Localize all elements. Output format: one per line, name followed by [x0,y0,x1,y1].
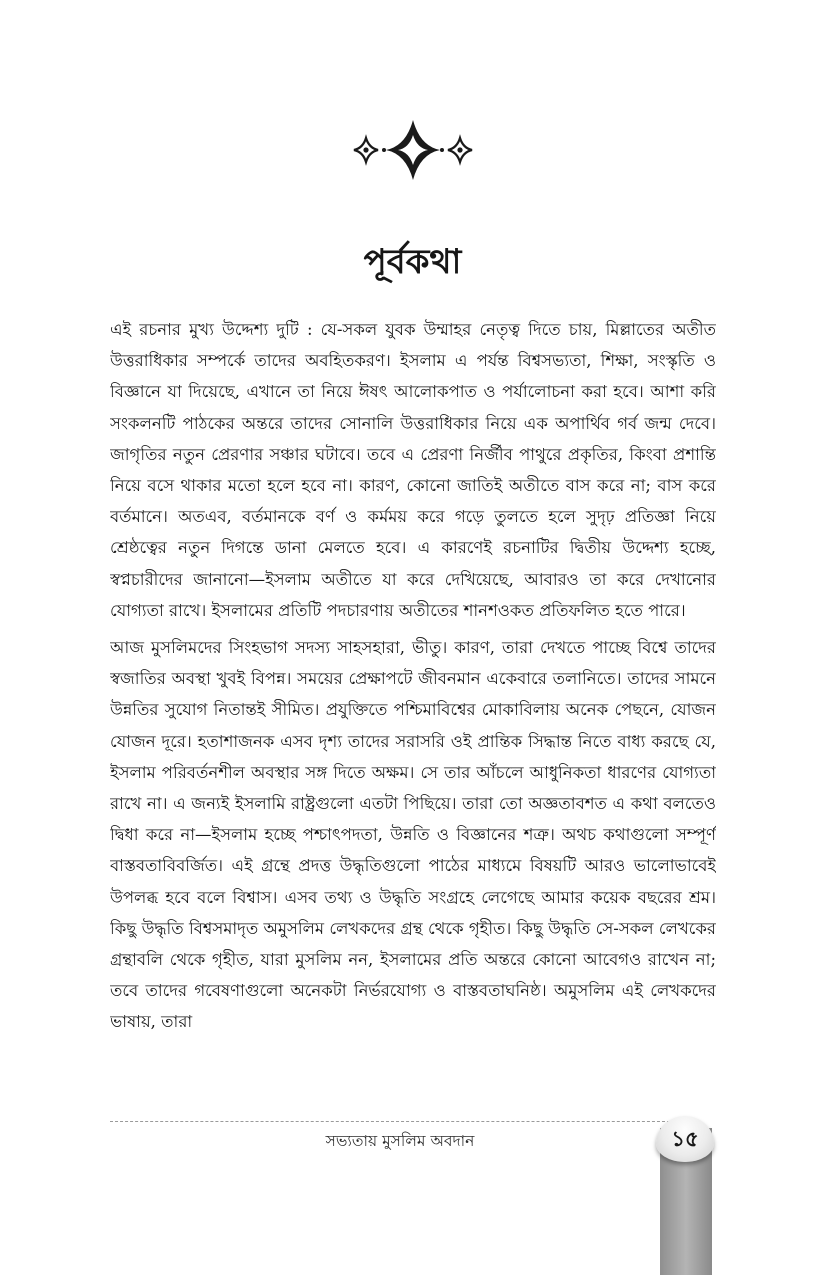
chapter-title: পূর্বকথা [363,242,462,282]
paragraph: আজ মুসলিমদের সিংহভাগ সদস্য সাহসহারা, ভীতু। কারণ, তারা দেখতে পাচ্ছে বিশ্বে তাদের স্বজাতির অবস্থা খুবই বিপন্ন। সময়ের প্রেক্ষাপটে জীবনমান একেবারে তলানিতে। তাদের সামনে উন্নতির সুযোগ নিতান্তই সীমিত। প্রযুক্তিতে পশ্চিমাবিশ্বের মোকাবিলায় অনেক পেছনে, যোজন যোজন দূরে। হতাশাজনক এসব দৃশ্য তাদের সরাসরি ওই প্রান্তিক সিদ্ধান্ত নিতে বাধ্য করছে যে, ইসলাম পরিবর্তনশীল অবস্থার সঙ্গ দিতে অক্ষম। সে তার আঁচলে আধুনিকতা ধারণের যোগ্যতা রাখে না। এ জন্যই ইসলামি রাষ্ট্রগুলো এতটা পিছিয়ে। তারা তো অজ্ঞতাবশত এ কথা বলতেও দ্বিধা করে না—ইসলাম হচ্ছে পশ্চাৎপদতা, উন্নতি ও বিজ্ঞানের শত্রু। অথচ কথাগুলো সম্পূর্ণ বাস্তবতাবিবর্জিত। এই গ্রন্থে প্রদত্ত উদ্ধৃতিগুলো পাঠের মাধ্যমে বিষয়টি আরও ভালোভাবেই উপলব্ধ হবে বলে বিশ্বাস। এসব তথ্য ও উদ্ধৃতি সংগ্রহে লেগেছে আমার কয়েক বছরের শ্রম। কিছু উদ্ধৃতি বিশ্বসমাদৃত অমুসলিম লেখকদের গ্রন্থ থেকে গৃহীত। কিছু উদ্ধৃতি সে-সকল লেখকের গ্রন্থাবলি থেকে গৃহীত, যারা মুসলিম নন, ইসলামের প্রতি অন্তরে কোনো আবেগও রাখেন না; তবে তাদের গবেষণাগুলো অনেকটা নির্ভরযোগ্য ও বাস্তবতাঘনিষ্ঠ। অমুসলিম এই লেখকদের ভাষায়, তারা [110,638,716,1032]
paragraph: এই রচনার মুখ্য উদ্দেশ্য দুটি : যে-সকল যুবক উম্মাহর নেতৃত্ব দিতে চায়, মিল্লাতের অতীত উত্তরাধিকার সম্পর্কে তাদের অবহিতকরণ। ইসলাম এ পর্যন্ত বিশ্বসভ্যতা, শিক্ষা, সংস্কৃতি ও বিজ্ঞানে যা দিয়েছে, এখানে তা নিয়ে ঈষৎ আলোকপাত ও পর্যালোচনা করা হবে। আশা করি সংকলনটি পাঠকের অন্তরে তাদের সোনালি উত্তরাধিকার নিয়ে এক অপার্থিব গর্ব জন্ম দেবে। জাগৃতির নতুন প্রেরণার সঞ্চার ঘটাবে। তবে এ প্রেরণা নির্জীব পাথুরে প্রকৃতির, কিংবা প্রশান্তি নিয়ে বসে থাকার মতো হলে হবে না। কারণ, কোনো জাতিই অতীতে বাস করে না; বাস করে বর্তমানে। অতএব, বর্তমানকে বর্ণ ও কর্মময় করে গড়ে তুলতে হলে সুদৃঢ় প্রতিজ্ঞা নিয়ে শ্রেষ্ঠত্বের নতুন দিগন্তে ডানা মেলতে হবে। এ কারণেই রচনাটির দ্বিতীয় উদ্দেশ্য হচ্ছে, স্বপ্নচারীদের জানানো—ইসলাম অতীতে যা করে দেখিয়েছে, আবারও তা করে দেখানোর যোগ্যতা রাখে। ইসলামের প্রতিটি পদচারণায় অতীতের শানশওকত প্রতিফলিত হতে পারে। [110,320,716,620]
running-footer-book-title: সভ্যতায় মুসলিম অবদান [325,1132,475,1150]
chapter-body [110,314,716,1106]
page-number: ১৫ [671,1126,699,1151]
footer-divider [110,1121,670,1122]
star-diamond-ornament-icon [350,118,476,182]
